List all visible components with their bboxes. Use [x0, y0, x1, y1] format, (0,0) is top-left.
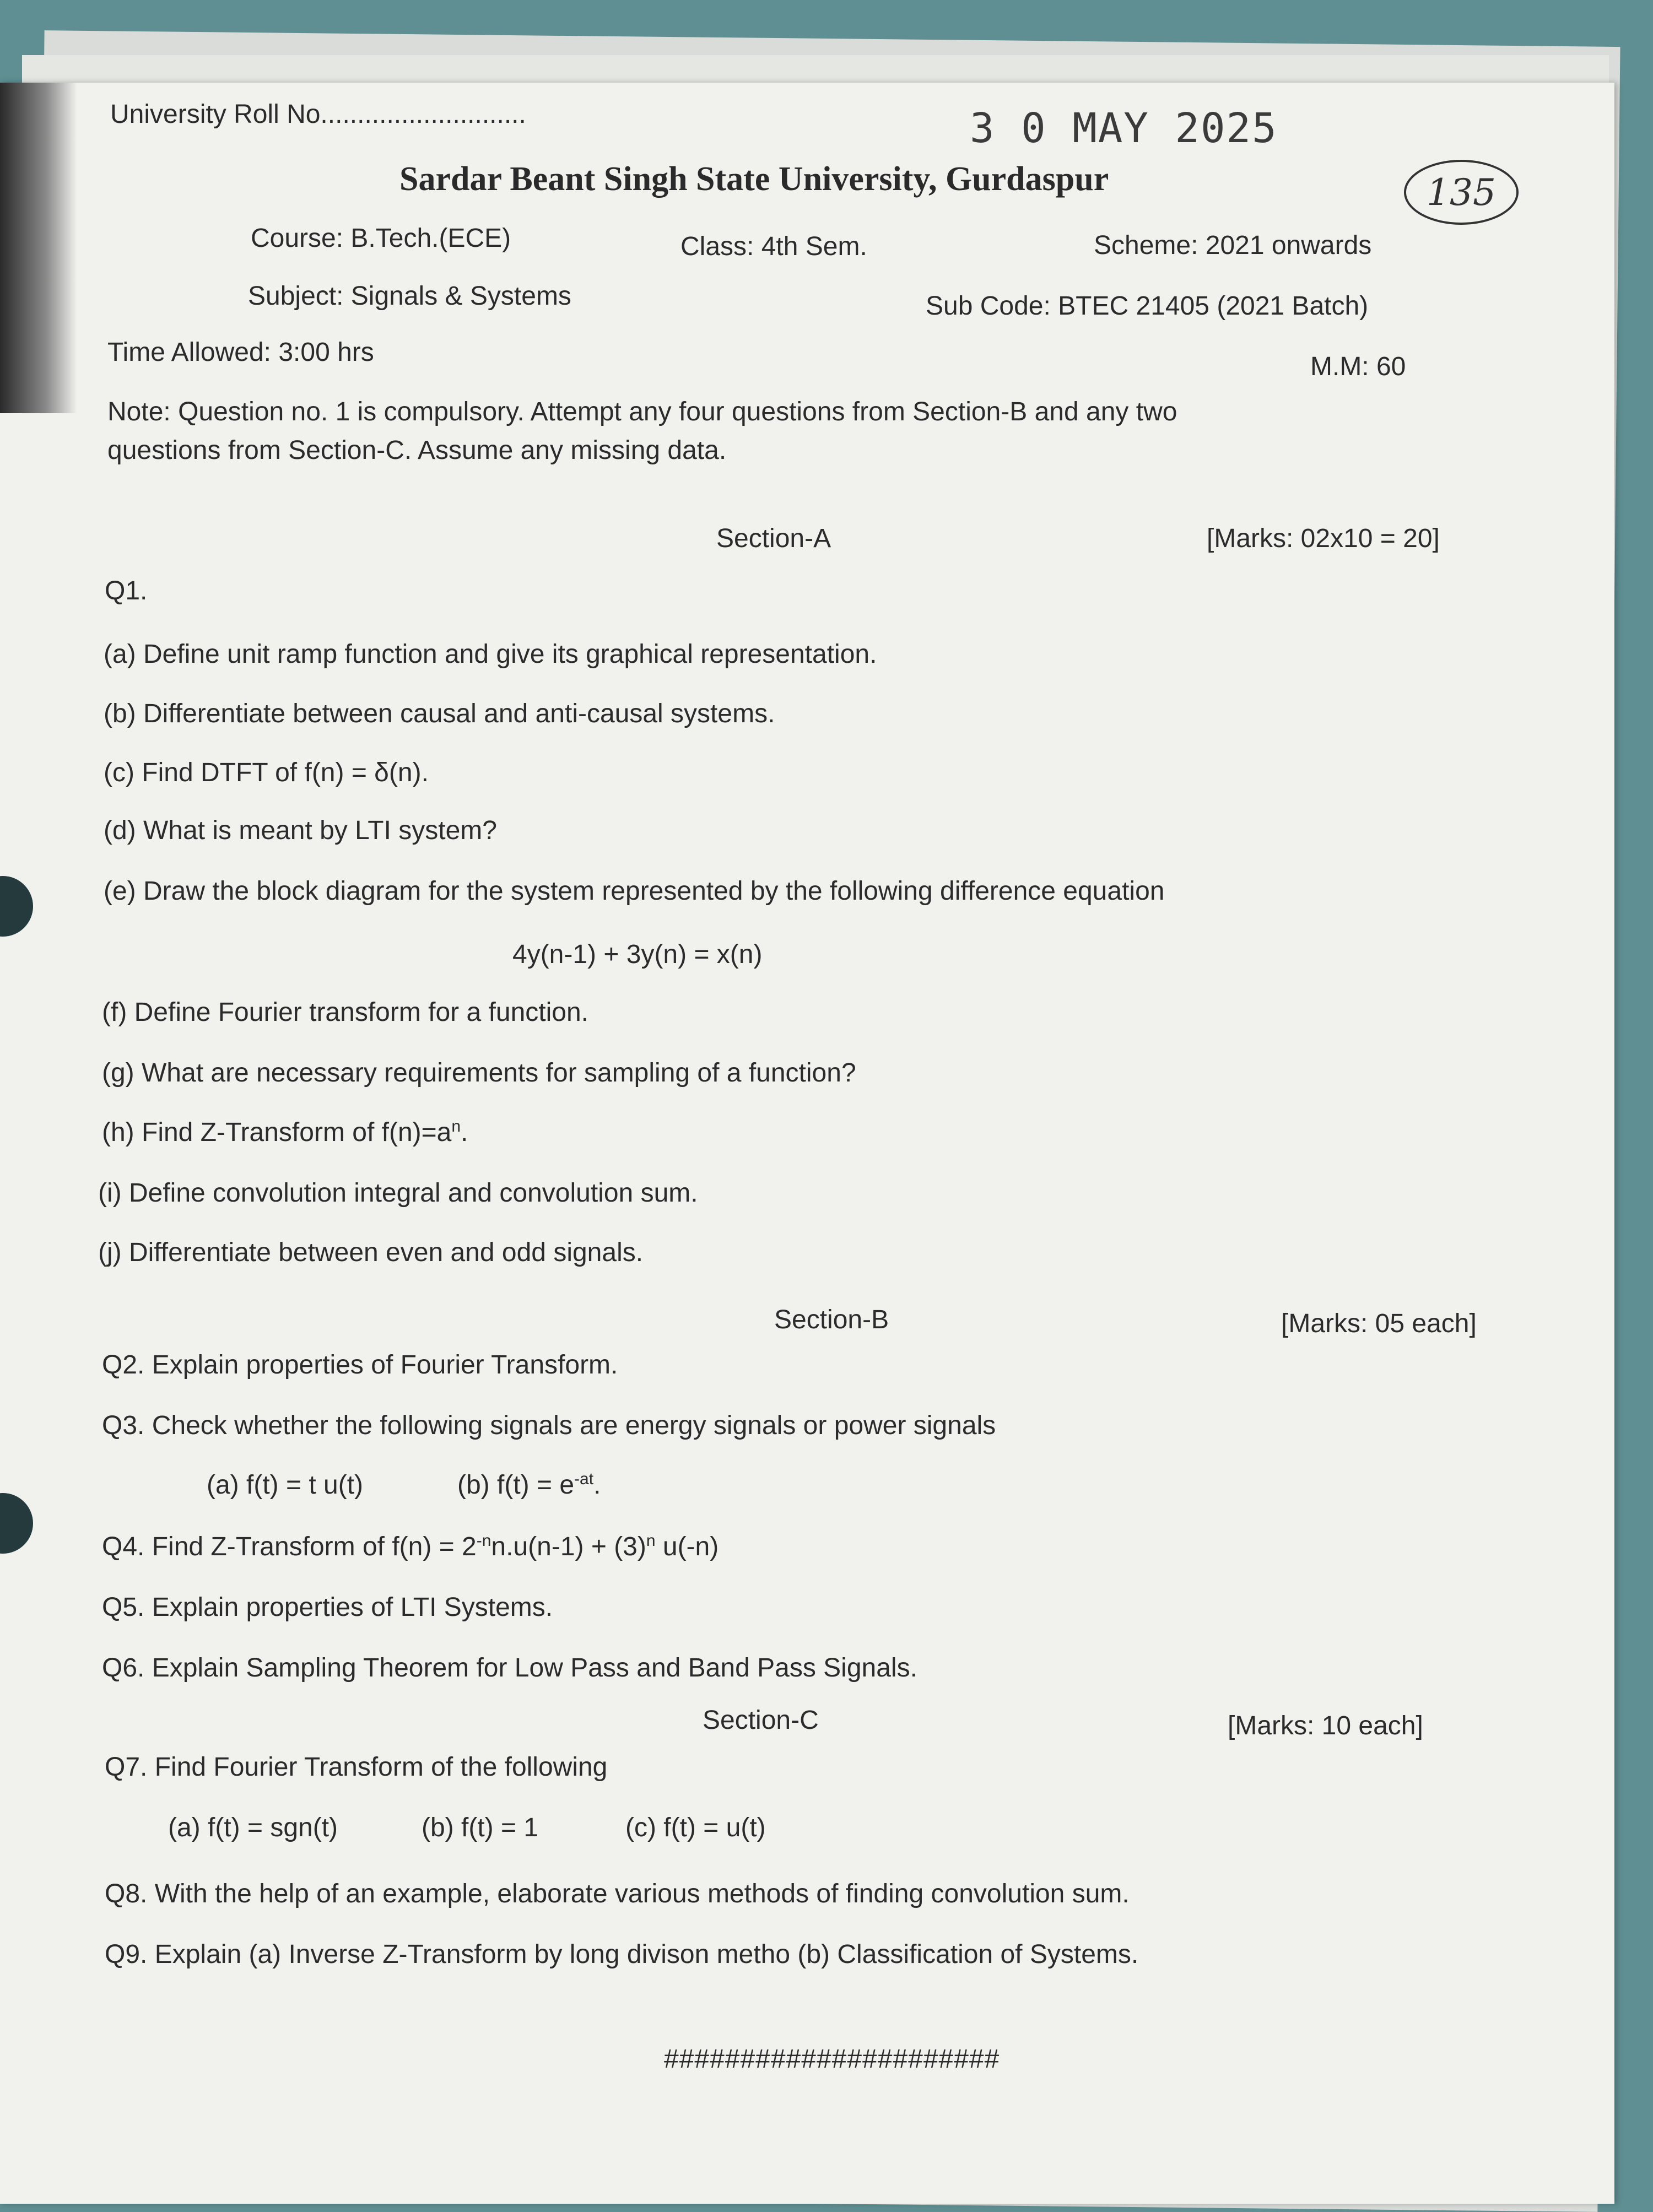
q1-item-j: (j) Differentiate between even and odd signals. — [98, 1238, 644, 1267]
q1-item-h-end: . — [461, 1118, 468, 1147]
q1-item-b: (b) Differentiate between causal and anti-causal systems. — [104, 699, 775, 728]
question-8: Q8. With the help of an example, elaborate various methods of finding convolution sum. — [105, 1879, 1130, 1908]
q3b-sup: -at — [574, 1470, 594, 1488]
q1-item-e: (e) Draw the block diagram for the system represented by the following difference equation — [104, 877, 1165, 906]
subject-code: Sub Code: BTEC 21405 (2021 Batch) — [926, 291, 1369, 321]
course-info: Course: B.Tech.(ECE) — [251, 224, 511, 253]
q1-item-f: (f) Define Fourier transform for a function. — [102, 998, 588, 1027]
roll-number-line — [110, 99, 526, 129]
question-3-part-a: (a) f(t) = t u(t) — [207, 1470, 364, 1500]
q3b-end: . — [593, 1470, 601, 1500]
question-3-part-b — [457, 1470, 601, 1500]
class-info: Class: 4th Sem. — [680, 232, 867, 261]
note-line-1: Note: Question no. 1 is compulsory. Attempt any four questions from Section-B and any two — [107, 397, 1177, 426]
question-paper — [0, 83, 1614, 2204]
binding-shadow — [0, 83, 77, 413]
question-7-part-c: (c) f(t) = u(t) — [625, 1813, 766, 1842]
question-9: Q9. Explain (a) Inverse Z-Transform by long divison metho (b) Classification of Systems. — [105, 1940, 1139, 1969]
max-marks: M.M: 60 — [1310, 352, 1406, 381]
date-stamp: 3 0 MAY 2025 — [970, 105, 1278, 152]
q1-item-a: (a) Define unit ramp function and give its graphical representation. — [104, 640, 877, 669]
question-6: Q6. Explain Sampling Theorem for Low Pass and Band Pass Signals. — [102, 1653, 917, 1683]
q4-sup1: -n — [476, 1532, 491, 1550]
q1-item-d: (d) What is meant by LTI system? — [104, 816, 497, 845]
section-c-marks: [Marks: 10 each] — [1228, 1711, 1423, 1740]
q4-sup2: n — [646, 1532, 656, 1550]
question-7-part-b: (b) f(t) = 1 — [422, 1813, 539, 1842]
q4-mid: n.u(n-1) + (3) — [491, 1532, 646, 1561]
difference-equation: 4y(n-1) + 3y(n) = x(n) — [512, 940, 763, 969]
q1-item-i: (i) Define convolution integral and convolution sum. — [98, 1178, 698, 1208]
section-c-title: Section-C — [703, 1706, 819, 1735]
scheme-info: Scheme: 2021 onwards — [1094, 231, 1372, 260]
section-a-marks: [Marks: 02x10 = 20] — [1207, 524, 1440, 553]
roll-label: University Roll No. — [110, 100, 328, 129]
q1-item-g: (g) What are necessary requirements for sampling of a function? — [102, 1058, 856, 1088]
question-7: Q7. Find Fourier Transform of the following — [105, 1753, 608, 1782]
question-5: Q5. Explain properties of LTI Systems. — [102, 1593, 553, 1622]
question-7-part-a: (a) f(t) = sgn(t) — [168, 1813, 338, 1842]
section-a-title: Section-A — [716, 524, 831, 553]
question-4 — [102, 1532, 719, 1562]
question-3: Q3. Check whether the following signals are energy signals or power signals — [102, 1411, 996, 1440]
roll-dots: ........................... — [327, 100, 526, 129]
time-allowed: Time Allowed: 3:00 hrs — [107, 338, 374, 367]
section-b-marks: [Marks: 05 each] — [1281, 1309, 1477, 1338]
subject-info: Subject: Signals & Systems — [248, 282, 571, 311]
q4-pre: Q4. Find Z-Transform of f(n) = 2 — [102, 1532, 477, 1561]
punch-hole — [0, 1493, 33, 1554]
q4-end: u(-n) — [655, 1532, 719, 1561]
q1-item-h — [102, 1117, 468, 1148]
q1-item-h-sup: n — [451, 1117, 461, 1135]
section-b-title: Section-B — [774, 1305, 889, 1334]
punch-hole — [0, 876, 33, 937]
question-2: Q2. Explain properties of Fourier Transform. — [102, 1350, 618, 1380]
university-name: Sardar Beant Singh State University, Gurdaspur — [399, 160, 1109, 198]
q1-item-h-text: (h) Find Z-Transform of f(n)=a — [102, 1118, 452, 1147]
q1-label: Q1. — [105, 576, 148, 605]
q3b-text: (b) f(t) = e — [457, 1470, 575, 1500]
end-of-paper-mark: ###################### — [664, 2045, 1000, 2074]
note-line-2: questions from Section-C. Assume any missing data. — [107, 436, 727, 465]
q1-item-c: (c) Find DTFT of f(n) = δ(n). — [104, 758, 429, 787]
serial-number: 135 — [1404, 160, 1519, 225]
